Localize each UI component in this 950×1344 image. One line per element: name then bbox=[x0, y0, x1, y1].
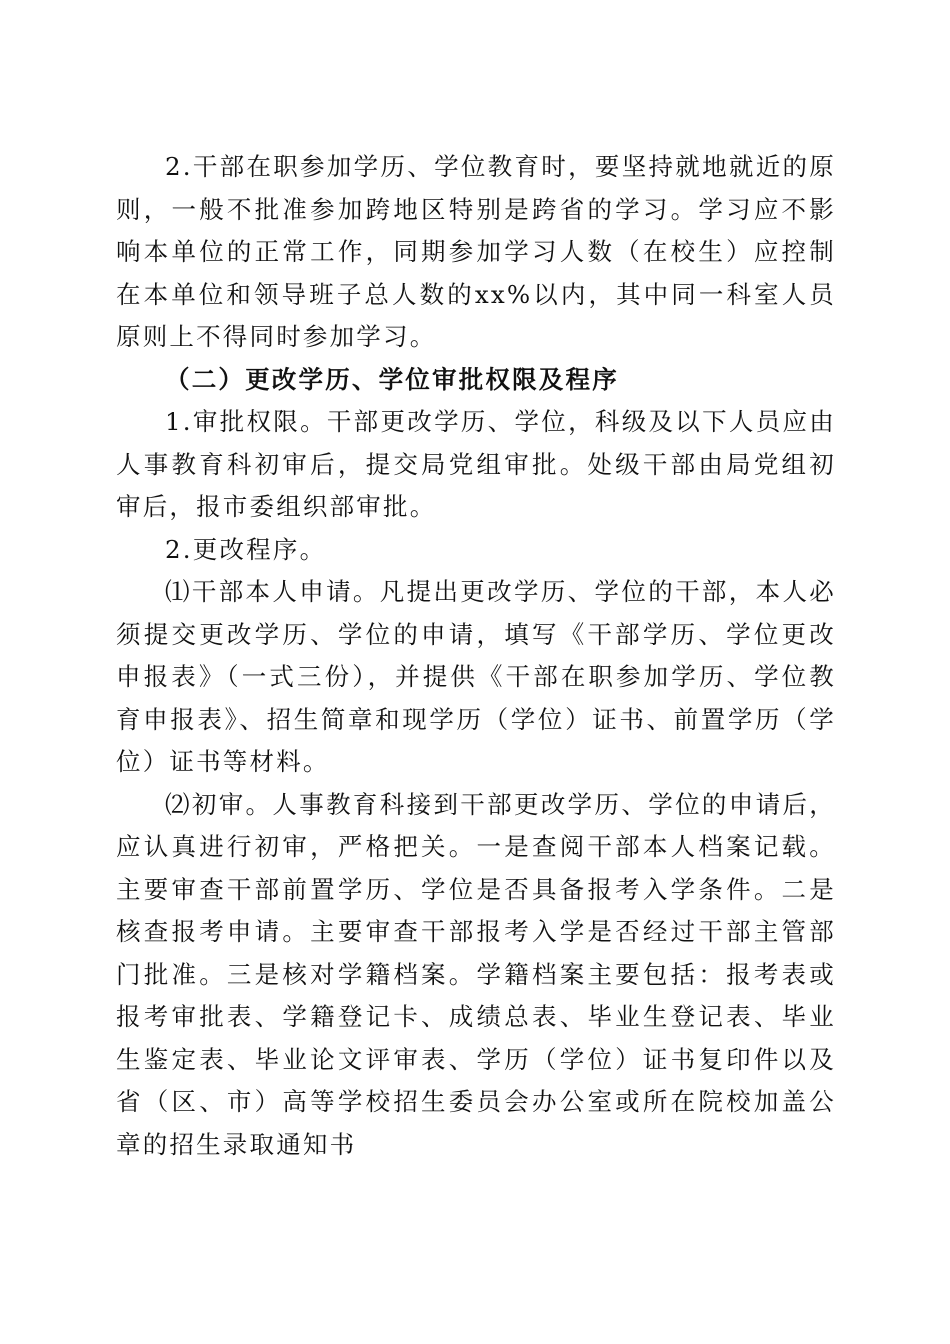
section-heading-change-approval: （二）更改学历、学位审批权限及程序 bbox=[165, 364, 619, 394]
paragraph-preliminary-review: ⑵初审。人事教育科接到干部更改学历、学位的申请后，应认真进行初审，严格把关。一是查阅干部本人档案记载。主要审查干部前置学历、学位是否具备报考入学条件。二是核查报考申请。主要审查干部报考入学是否经过干部主管部门批准。三是核对学籍档案。学籍档案主要包括：报考表或报考审批表、学籍登记卡、成绩总表、毕业生登记表、毕业生鉴定表、毕业论文评审表、学历（学位）证书复印件以及省（区、市）高等学校招生委员会办公室或所在院校加盖公章的招生录取通知书 bbox=[116, 789, 836, 1159]
paragraph-study-principle: 2.干部在职参加学历、学位教育时，要坚持就地就近的原则，一般不批准参加跨地区特别是跨省的学习。学习应不影响本单位的正常工作，同期参加学习人数（在校生）应控制在本单位和领导班子总人数的xx%以内，其中同一科室人员原则上不得同时参加学习。 bbox=[116, 152, 836, 351]
document-body bbox=[116, 146, 836, 1166]
paragraph-change-procedure: 2.更改程序。 bbox=[165, 534, 327, 564]
paragraph-approval-authority: 1.审批权限。干部更改学历、学位，科级及以下人员应由人事教育科初审后，提交局党组审批。处级干部由局党组初审后，报市委组织部审批。 bbox=[116, 407, 836, 521]
paragraph-personal-application: ⑴干部本人申请。凡提出更改学历、学位的干部，本人必须提交更改学历、学位的申请，填写《干部学历、学位更改申报表》（一式三份），并提供《干部在职参加学历、学位教育申报表》、招生简章和现学历（学位）证书、前置学历（学位）证书等材料。 bbox=[116, 577, 836, 776]
